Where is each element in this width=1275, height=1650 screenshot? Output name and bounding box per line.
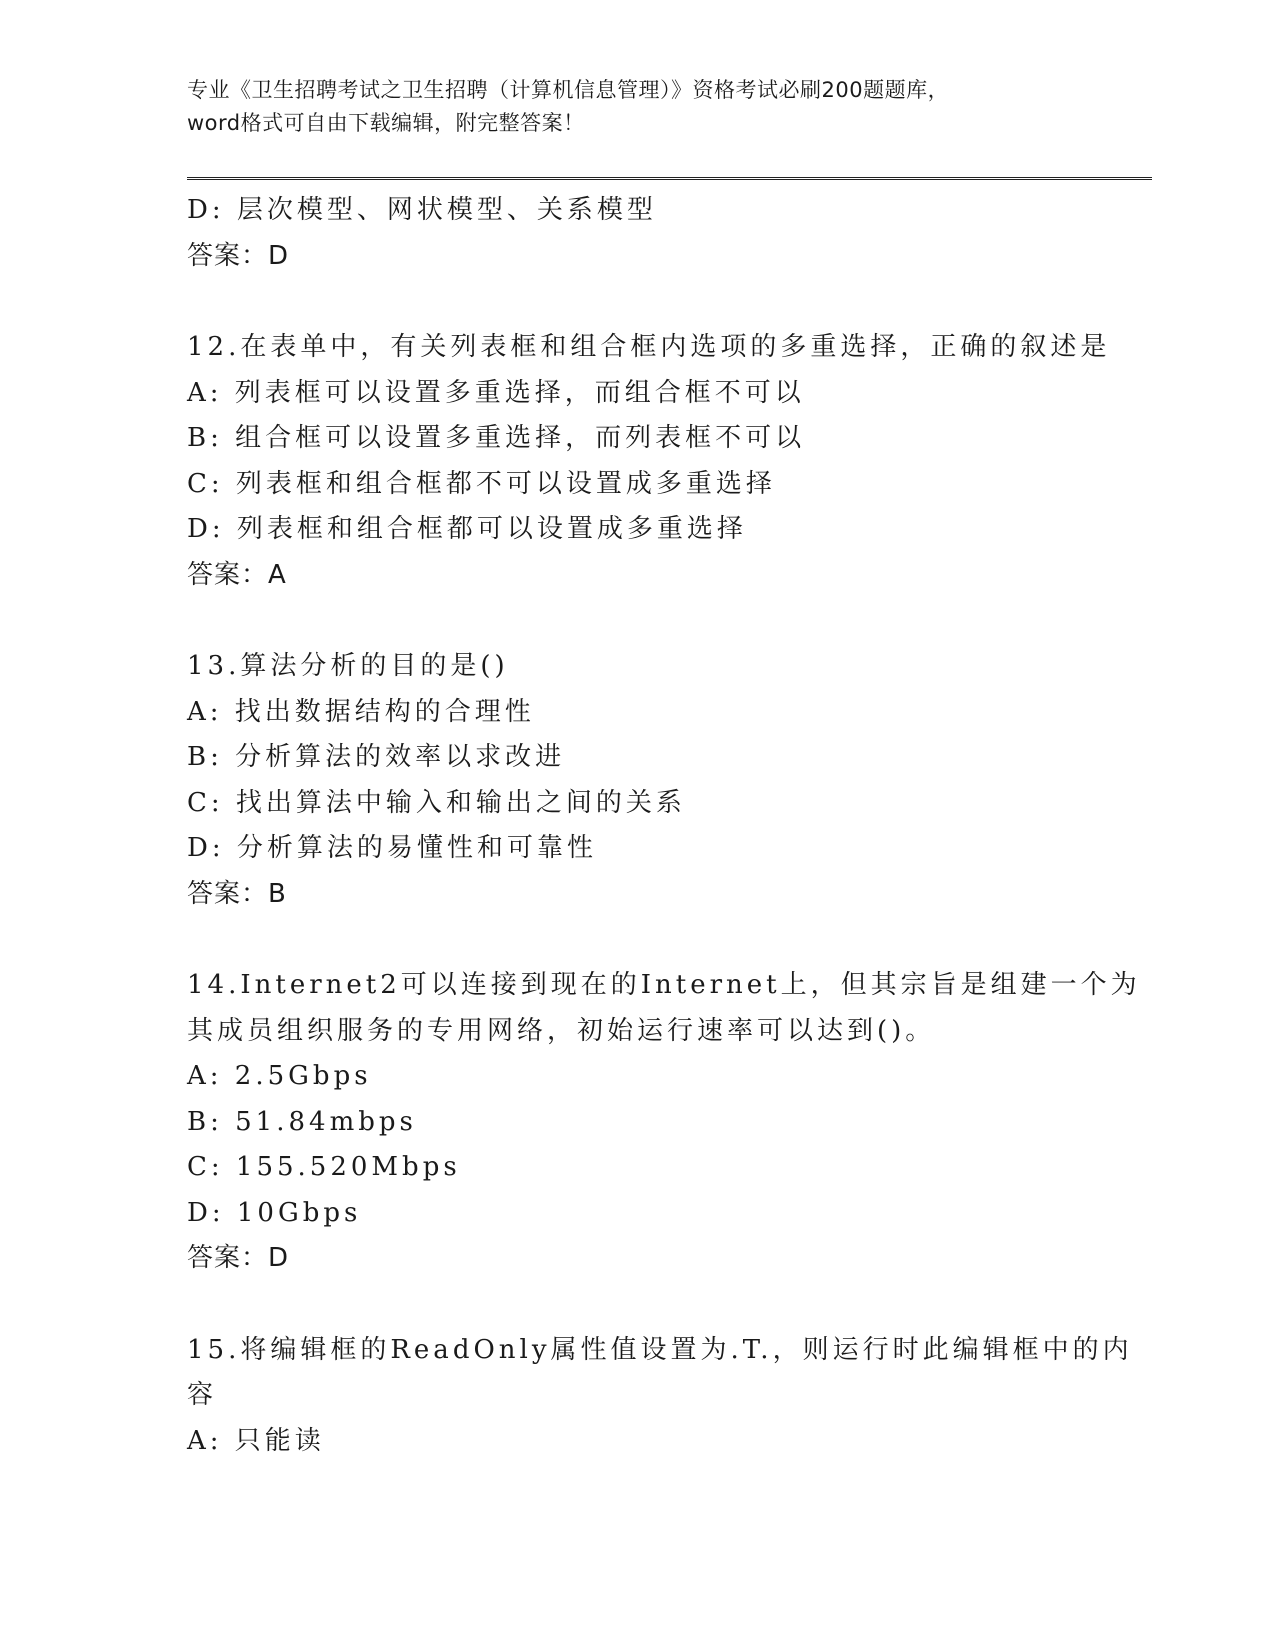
option-b: B: 分析算法的效率以求改进 — [187, 742, 566, 772]
answer-line: 答案：A — [187, 559, 287, 590]
option-d: D: 列表框和组合框都可以设置成多重选择 — [187, 514, 747, 544]
question-11-fragment — [187, 188, 1087, 279]
option-b: B: 组合框可以设置多重选择，而列表框不可以 — [187, 423, 806, 453]
spacer — [187, 598, 1087, 644]
option-d: D: 层次模型、网状模型、关系模型 — [187, 195, 657, 225]
question-stem: 12.在表单中，有关列表框和组合框内选项的多重选择，正确的叙述是 — [187, 332, 1111, 362]
question-12 — [187, 325, 1111, 598]
spacer — [187, 1282, 1087, 1328]
header-line-1: 专业《卫生招聘考试之卫生招聘（计算机信息管理）》资格考试必刷200题题库， — [187, 78, 950, 102]
option-d: D: 分析算法的易懂性和可靠性 — [187, 833, 597, 863]
page-header — [187, 74, 1087, 140]
option-a: A: 找出数据结构的合理性 — [187, 696, 535, 727]
option-b: B: 51.84mbps — [187, 1106, 417, 1137]
option-a: A: 只能读 — [187, 1425, 325, 1456]
question-stem-continued: 其成员组织服务的专用网络，初始运行速率可以达到()。 — [187, 1015, 936, 1046]
question-14 — [187, 963, 1141, 1282]
header-line-2: word格式可自由下载编辑，附完整答案！ — [187, 111, 585, 135]
spacer — [187, 279, 1087, 325]
question-15 — [187, 1328, 1133, 1465]
header-divider — [187, 177, 1152, 180]
question-stem: 15.将编辑框的ReadOnly属性值设置为.T.，则运行时此编辑框中的内 — [187, 1334, 1133, 1365]
question-stem: 13.算法分析的目的是() — [187, 651, 509, 681]
question-stem: 14.Internet2可以连接到现在的Internet上，但其宗旨是组建一个为 — [187, 970, 1141, 1000]
option-a: A: 2.5Gbps — [187, 1061, 372, 1091]
option-c: C: 155.520Mbps — [187, 1152, 461, 1182]
question-stem-continued: 容 — [187, 1380, 218, 1410]
answer-line: 答案：D — [187, 240, 290, 271]
document-body — [187, 188, 1141, 1464]
option-d: D: 10Gbps — [187, 1197, 362, 1228]
answer-line: 答案：D — [187, 1243, 290, 1273]
answer-line: 答案：B — [187, 878, 287, 909]
option-c: C: 列表框和组合框都不可以设置成多重选择 — [187, 468, 776, 499]
option-a: A: 列表框可以设置多重选择，而组合框不可以 — [187, 377, 805, 408]
spacer — [187, 917, 1087, 963]
question-13 — [187, 644, 1087, 917]
option-c: C: 找出算法中输入和输出之间的关系 — [187, 787, 686, 818]
